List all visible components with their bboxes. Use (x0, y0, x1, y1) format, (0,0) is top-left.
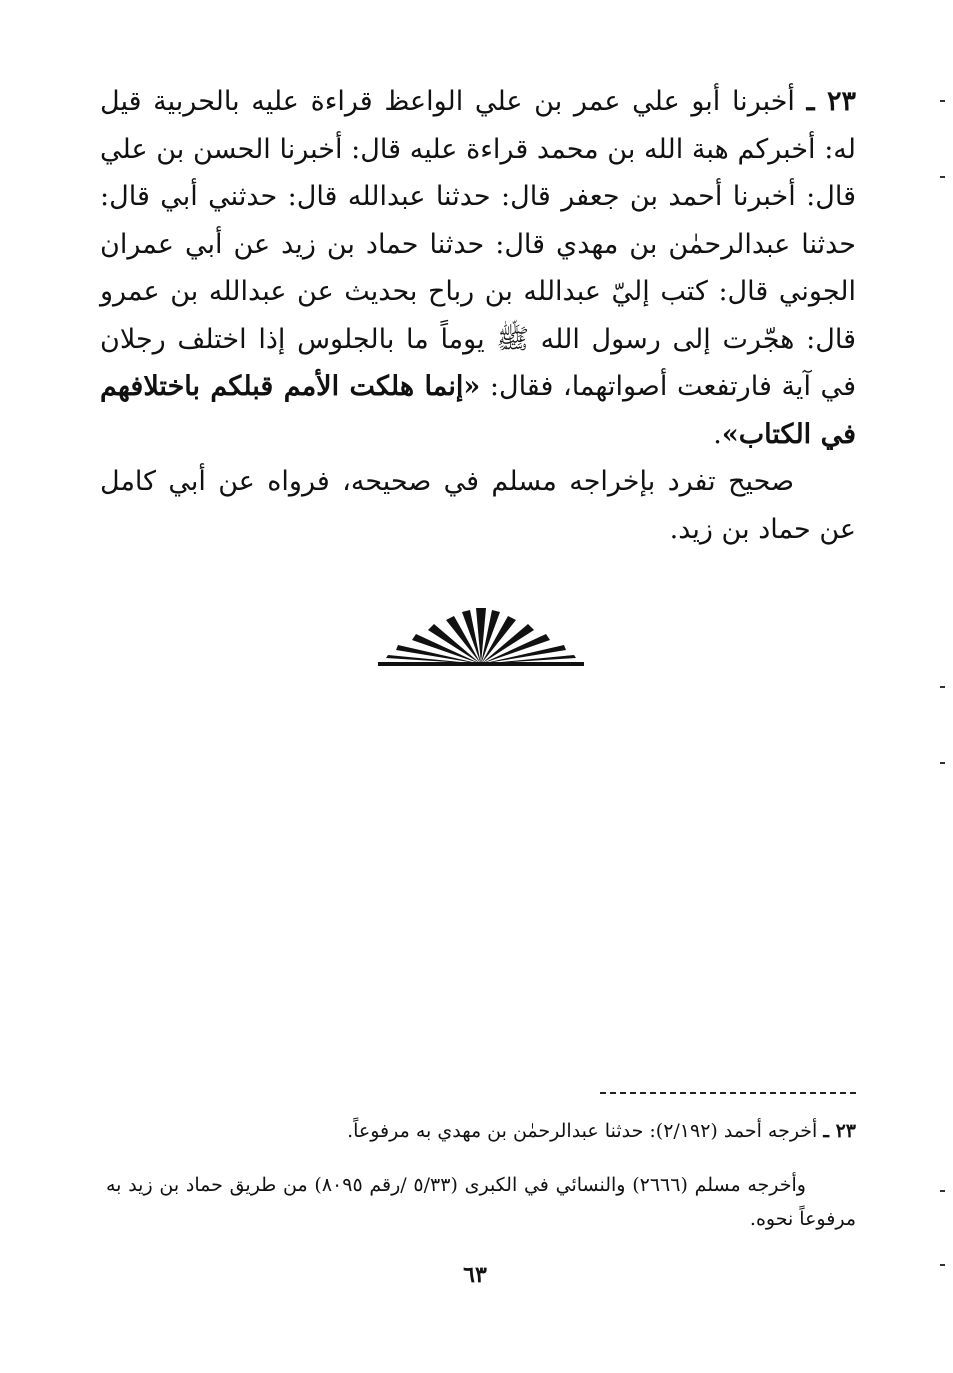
commentary-paragraph (100, 458, 856, 553)
footnote-separator (600, 1092, 856, 1094)
page-number: ٦٣ (463, 1262, 487, 1288)
footnote-line-2 (106, 1168, 856, 1236)
hadith-quote: «إنما هلكت الأمم قبلكم باختلافهم في الكتاب» (100, 371, 856, 450)
margin-mark (940, 176, 945, 178)
hadith-number: ٢٣ ـ (806, 86, 856, 117)
hadith-isnad-text: أخبرنا أبو علي عمر بن علي الواعظ قراءة عليه بالحربية قيل له: أخبركم هبة الله بن محمد قراءة عليه قال: أخبرنا الحسن بن علي قال: أخبرنا أحمد بن جعفر قال: حدثنا عبدالله قال: حدثني أبي قال: حدثنا عبدالرحمٰن بن مهدي قال: حدثنا حماد بن زيد عن أبي عمران الجوني قال: كتب إليّ عبدالله بن رباح بحديث عن عبدالله بن عمرو قال: هجّرت إلى رسول الله ﷺ يوماً ما بالجلوس إذا اختلف رجلان في آية فارتفعت أصواتهما، فقال: (100, 86, 857, 402)
margin-mark (940, 686, 945, 688)
footnote-text-2: وأخرجه مسلم (٢٦٦٦) والنسائي في الكبرى (٥/٣٣ /رقم ٨٠٩٥) من طريق حماد بن زيد به مرفوعاً نحوه. (106, 1174, 856, 1230)
margin-mark (940, 762, 945, 764)
footnote-text-1: أخرجه أحمد (٢/١٩٢): حدثنا عبدالرحمٰن بن مهدي به مرفوعاً. (347, 1120, 818, 1142)
section-divider-ornament (376, 600, 586, 668)
commentary-text: صحيح تفرد بإخراجه مسلم في صحيحه، فرواه عن أبي كامل عن حماد بن زيد. (100, 466, 856, 545)
margin-mark (940, 100, 945, 102)
margin-mark (940, 1190, 945, 1192)
hadith-paragraph (100, 78, 856, 458)
hadith-quote-end: . (713, 418, 722, 450)
footnote-number: ٢٣ ـ (823, 1120, 856, 1142)
margin-mark (940, 1264, 945, 1266)
footnote-line-1 (106, 1114, 856, 1148)
